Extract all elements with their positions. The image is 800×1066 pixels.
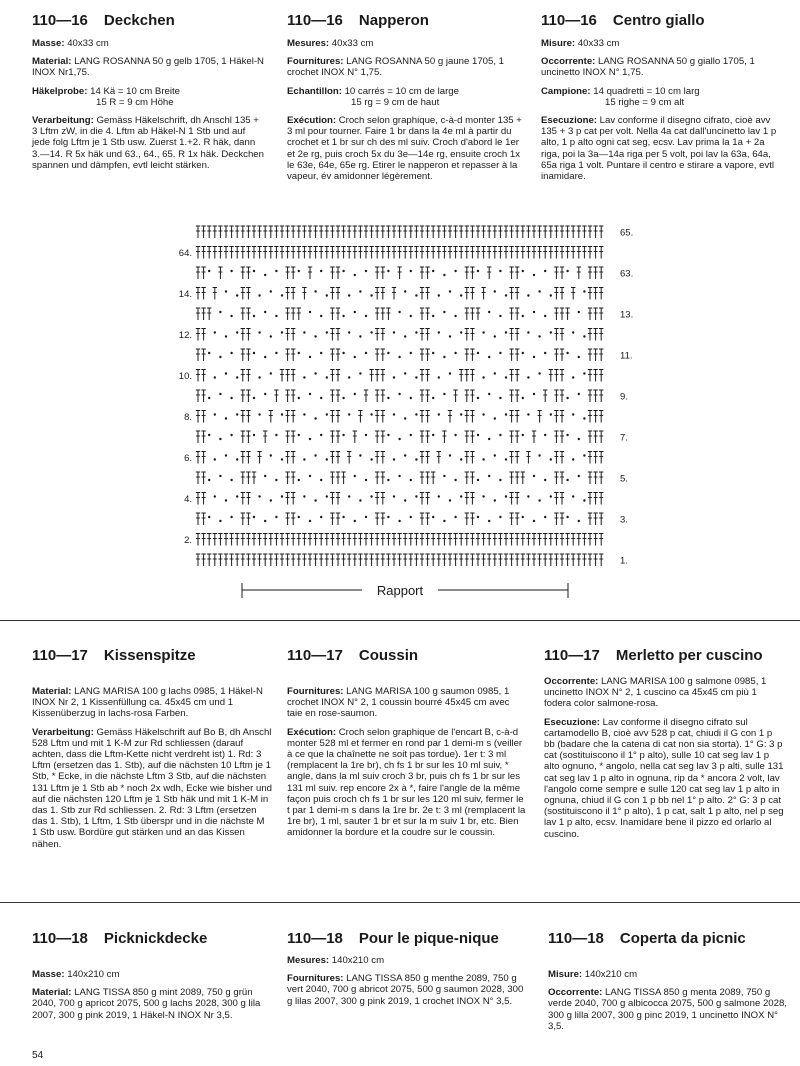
repeat-label: Rapport xyxy=(376,583,424,598)
row-number: 9. xyxy=(620,391,628,403)
chart-row xyxy=(196,247,604,259)
crochet-chart xyxy=(150,222,660,607)
chart-row xyxy=(196,554,604,566)
chart-row xyxy=(196,472,604,484)
pattern-title: Picknickdecke xyxy=(103,930,208,947)
pattern-title: Napperon xyxy=(358,12,429,29)
pattern-number: 110—16 xyxy=(32,12,88,29)
instructions: Verarbeitung: Gemäss Häkelschrift auf Bo B, dh Anschl 528 Lftm und mit 1 K-M zur Rd schliessen (darauf achten, dass die Lftm-Kette nicht verdreht ist) 1. Rd: 3 Lftm (ersetzen das 1. Stb), auf die nächsten 10 Lftm je 1 Stb, * Ecke, in die nächste Lftm 3 Stb, auf die nächsten 131 Lftm je 1 Stb ab * noch 2x wdh, Ecke wie bisher und auf die nächsten 120 Lftm je 1 Stb häk und mit 1 K-M in das 1. Stb zur Rd schliessen. 2. Rd: 3 Lftm (ersetzen das 1. Stb), 1 Lftm, 1 Stb überspr und in die nächste M 1 Stb usw. Bordüre gut stärken und an das Kissen nähen. xyxy=(32,726,272,850)
material-line: Fournitures: LANG ROSANNA 50 g jaune 1705, 1 crochet INOX N° 1,75. xyxy=(287,56,505,79)
heading xyxy=(287,647,527,664)
row-number: 14. xyxy=(178,289,192,300)
gauge-line: Häkelprobe: 14 Kä = 10 cm Breite 15 R = 9 cm Höhe xyxy=(32,85,180,108)
heading xyxy=(548,930,788,947)
row-number: 65. xyxy=(620,227,634,239)
pattern-title: Merletto per cuscino xyxy=(615,647,763,664)
pattern-title: Centro giallo xyxy=(612,12,705,29)
material-line: Fournitures: LANG TISSA 850 g menthe 2089, 750 g vert 2040, 700 g abricot 2075, 500 g saumon 2028, 300 g lilas 2007, 300 g pink 2019, 1 crochet INOX N° 3,5. xyxy=(287,973,524,1007)
chart-row xyxy=(196,226,604,238)
pattern-title: Deckchen xyxy=(103,12,175,29)
pattern-number: 110—17 xyxy=(287,647,343,664)
instructions: Exécution: Croch selon graphique de l'encart B, c-à-d monter 528 ml et fermer en rond par 1 demi-m s (veiller à ce que la chaînette ne soit pas tordue). 1er t: 3 ml (remplacent la 1re br), ch fs 1 br sur les 10 ml suiv, * angle, dans la ml suiv croch 3 br, puis ch fs 1 br sur les 131 ml suiv. rep encore 2x à *, faire l'angle de la même façon puis croch ch fs 1 br sur les 120 ml suiv, fermer le t par 1 demi-m s dans la 1re br. 2e t: 3 ml (remplacent la 1re br), 1 ml, sauter 1 br et sur la m suiv 1 br, etc. Bien amidonner la bordure et la coudre sur le coussin. xyxy=(287,726,526,839)
chart-row xyxy=(196,411,604,423)
pattern-number: 110—17 xyxy=(544,647,600,664)
gauge-line: Echantillon: 10 carrés = 10 cm de large 15 rg = 9 cm de haut xyxy=(287,85,459,108)
row-number: 11. xyxy=(620,350,633,362)
material-line: Material: LANG ROSANNA 50 g gelb 1705, 1 Häkel-N INOX Nr1,75. xyxy=(32,56,264,79)
section-110-17-fr xyxy=(287,647,527,846)
pattern-number: 110—16 xyxy=(541,12,597,29)
row-number: 2. xyxy=(184,535,192,546)
heading xyxy=(287,930,527,947)
material-line: Material: LANG TISSA 850 g mint 2089, 750 g grün 2040, 700 g apricot 2075, 500 g lachs 2028, 300 g lila 2007, 300 g pink 2019, 1 Häkel-N INOX Nr 3,5. xyxy=(32,987,261,1021)
instructions: Esecuzione: Lav conforme il disegno cifrato sul cartamodello B, cioè avv 528 p cat, chiudi il G con 1 p bb (badare che la catena di cat non sia storta). 1° G: 3 p cat (sostituiscono il 1° p alto), sulle 10 cat seg lav 1 p alto ognuno, * angolo, nella cat seg lav 3 p alti, sulle 131 cat seg lav 1 p alto in ognuna, rip da * ancora 2 volt, lav l'angolo come sempre e sulle 120 cat seg lav 1 p alto in ognuna, chiud il G con 1 p bb nel 1° p alto. 2° G: 3 p cat (sostituiscono il 1° p alto), 1 p cat, salt 1 p alto, nel p seg lav 1 p alto, ecsv. Inamidare bene il pizzo ed orlarlo al cuscino. xyxy=(544,716,784,840)
section-110-18-fr xyxy=(287,930,527,1014)
pattern-title: Pour le pique-nique xyxy=(358,930,499,947)
section-110-18-de xyxy=(32,930,272,1028)
instructions: Esecuzione: Lav conforme il disegno cifrato, cioè avv 135 + 3 p cat per volt. Nella 4a cat dall'uncinetto lav 1 p alto, 1 p alto ogni cat seg, ecsv. Lav prima la 1a + 2a riga, poi la 3a—14a riga per 5 volt, poi lav la 63a, 64a, 65a riga 1 volt. Puntare il centro e stirare a vapore, evtl inamidare. xyxy=(541,115,777,183)
heading xyxy=(544,647,784,664)
size-line: Mesures: 140x210 cm xyxy=(287,955,385,966)
row-number: 10. xyxy=(178,371,192,382)
chart-row xyxy=(196,493,604,505)
page-number: 54 xyxy=(32,1050,44,1061)
pattern-title: Kissenspitze xyxy=(103,647,196,664)
row-number: 4. xyxy=(184,494,192,505)
section-110-17-de xyxy=(32,647,272,857)
chart-row xyxy=(196,390,604,402)
row-numbers xyxy=(179,228,633,567)
section-110-17-it xyxy=(544,647,784,847)
chart-row xyxy=(196,349,604,361)
row-number: 8. xyxy=(184,412,192,423)
row-number: 6. xyxy=(184,453,192,464)
size-line: Misure: 40x33 cm xyxy=(541,38,620,49)
row-number: 12. xyxy=(178,330,192,341)
chart-row xyxy=(196,370,604,382)
chart-row xyxy=(196,431,604,443)
pattern-number: 110—18 xyxy=(32,930,88,947)
row-number: 1. xyxy=(620,555,628,567)
heading xyxy=(541,12,781,29)
divider xyxy=(0,902,800,903)
chart-row xyxy=(196,513,604,525)
size-line: Misure: 140x210 cm xyxy=(548,969,638,980)
size-line: Masse: 40x33 cm xyxy=(32,38,109,49)
material-line: Material: LANG MARISA 100 g lachs 0985, 1 Häkel-N INOX Nr 2, 1 Kissenfüllung ca. 45x45 cm und 1 Kissenüberzug in lachs-rosa Farben. xyxy=(32,686,263,720)
divider xyxy=(0,620,800,621)
gauge-line: Campione: 14 quadretti = 10 cm larg 15 righe = 9 cm alt xyxy=(541,85,700,108)
size-line: Mesures: 40x33 cm xyxy=(287,38,374,49)
pattern-number: 110—18 xyxy=(548,930,604,947)
pattern-title: Coperta da picnic xyxy=(619,930,746,947)
heading xyxy=(32,647,272,664)
section-110-16-fr xyxy=(287,12,523,189)
material-line: Fournitures: LANG MARISA 100 g saumon 0985, 1 crochet INOX N° 2, 1 coussin bourré 45x45 cm avec taie en rose-saumon. xyxy=(287,686,510,720)
chart-row xyxy=(196,452,604,464)
section-110-18-it xyxy=(548,930,788,1039)
chart-row xyxy=(196,329,604,341)
chart-row xyxy=(196,288,604,300)
section-110-16-de xyxy=(32,12,264,178)
row-number: 5. xyxy=(620,473,628,485)
heading xyxy=(32,930,272,947)
row-number: 13. xyxy=(620,309,634,321)
heading xyxy=(32,12,264,29)
pattern-number: 110—18 xyxy=(287,930,343,947)
chart-row xyxy=(196,267,604,279)
stitch-rows xyxy=(196,226,604,566)
material-line: Occorrente: LANG TISSA 850 g menta 2089, 750 g verde 2040, 700 g albicocca 2075, 500 g salmone 2028, 300 g lilla 2007, 300 g pinc 2019, 1 uncinetto INOX N° 3,5. xyxy=(548,987,787,1032)
chart-row xyxy=(196,534,604,546)
row-number: 7. xyxy=(620,432,628,444)
section-110-16-it xyxy=(541,12,781,189)
material-line: Occorrente: LANG MARISA 100 g salmone 0985, 1 uncinetto INOX N° 2, 1 cuscino ca 45x45 cm più 1 fodera color salmone-rosa. xyxy=(544,676,767,710)
row-number: 63. xyxy=(620,268,634,280)
pattern-title: Coussin xyxy=(358,647,419,664)
repeat-indicator xyxy=(242,583,568,598)
pattern-number: 110—17 xyxy=(32,647,88,664)
row-number: 3. xyxy=(620,514,628,526)
row-number: 64. xyxy=(178,248,192,259)
pattern-number: 110—16 xyxy=(287,12,343,29)
size-line: Masse: 140x210 cm xyxy=(32,969,120,980)
instructions: Verarbeitung: Gemäss Häkelschrift, dh Anschl 135 + 3 Lftm zW, in die 4. Lftm ab Häkel-N 1 Stb und auf jede folg Lftm je 1 Stb usw. Zuerst 1.+2. R häk, dann 3.—14. R 5x häk und 63., 64., 65. R 1x häk. Deckchen spannen und dämpfen, evtl leicht stärken. xyxy=(32,115,264,171)
chart-row xyxy=(196,308,604,320)
heading xyxy=(287,12,523,29)
material-line: Occorrente: LANG ROSANNA 50 g giallo 1705, 1 uncinetto INOX N° 1,75. xyxy=(541,56,755,79)
instructions: Exécution: Croch selon graphique, c-à-d monter 135 + 3 ml pour tourner. Faire 1 br dans la 4e ml à partir du crochet et 1 br sur ch des ml suiv. Croch d'abord le 1er et 2e rg, puis croch 5x du 3e—14e rg, ensuite croch 1x le 63e, 64e, 65e rg. Etirer le napperon et repasser à la vapeur, év amidonner légèrement. xyxy=(287,115,522,183)
